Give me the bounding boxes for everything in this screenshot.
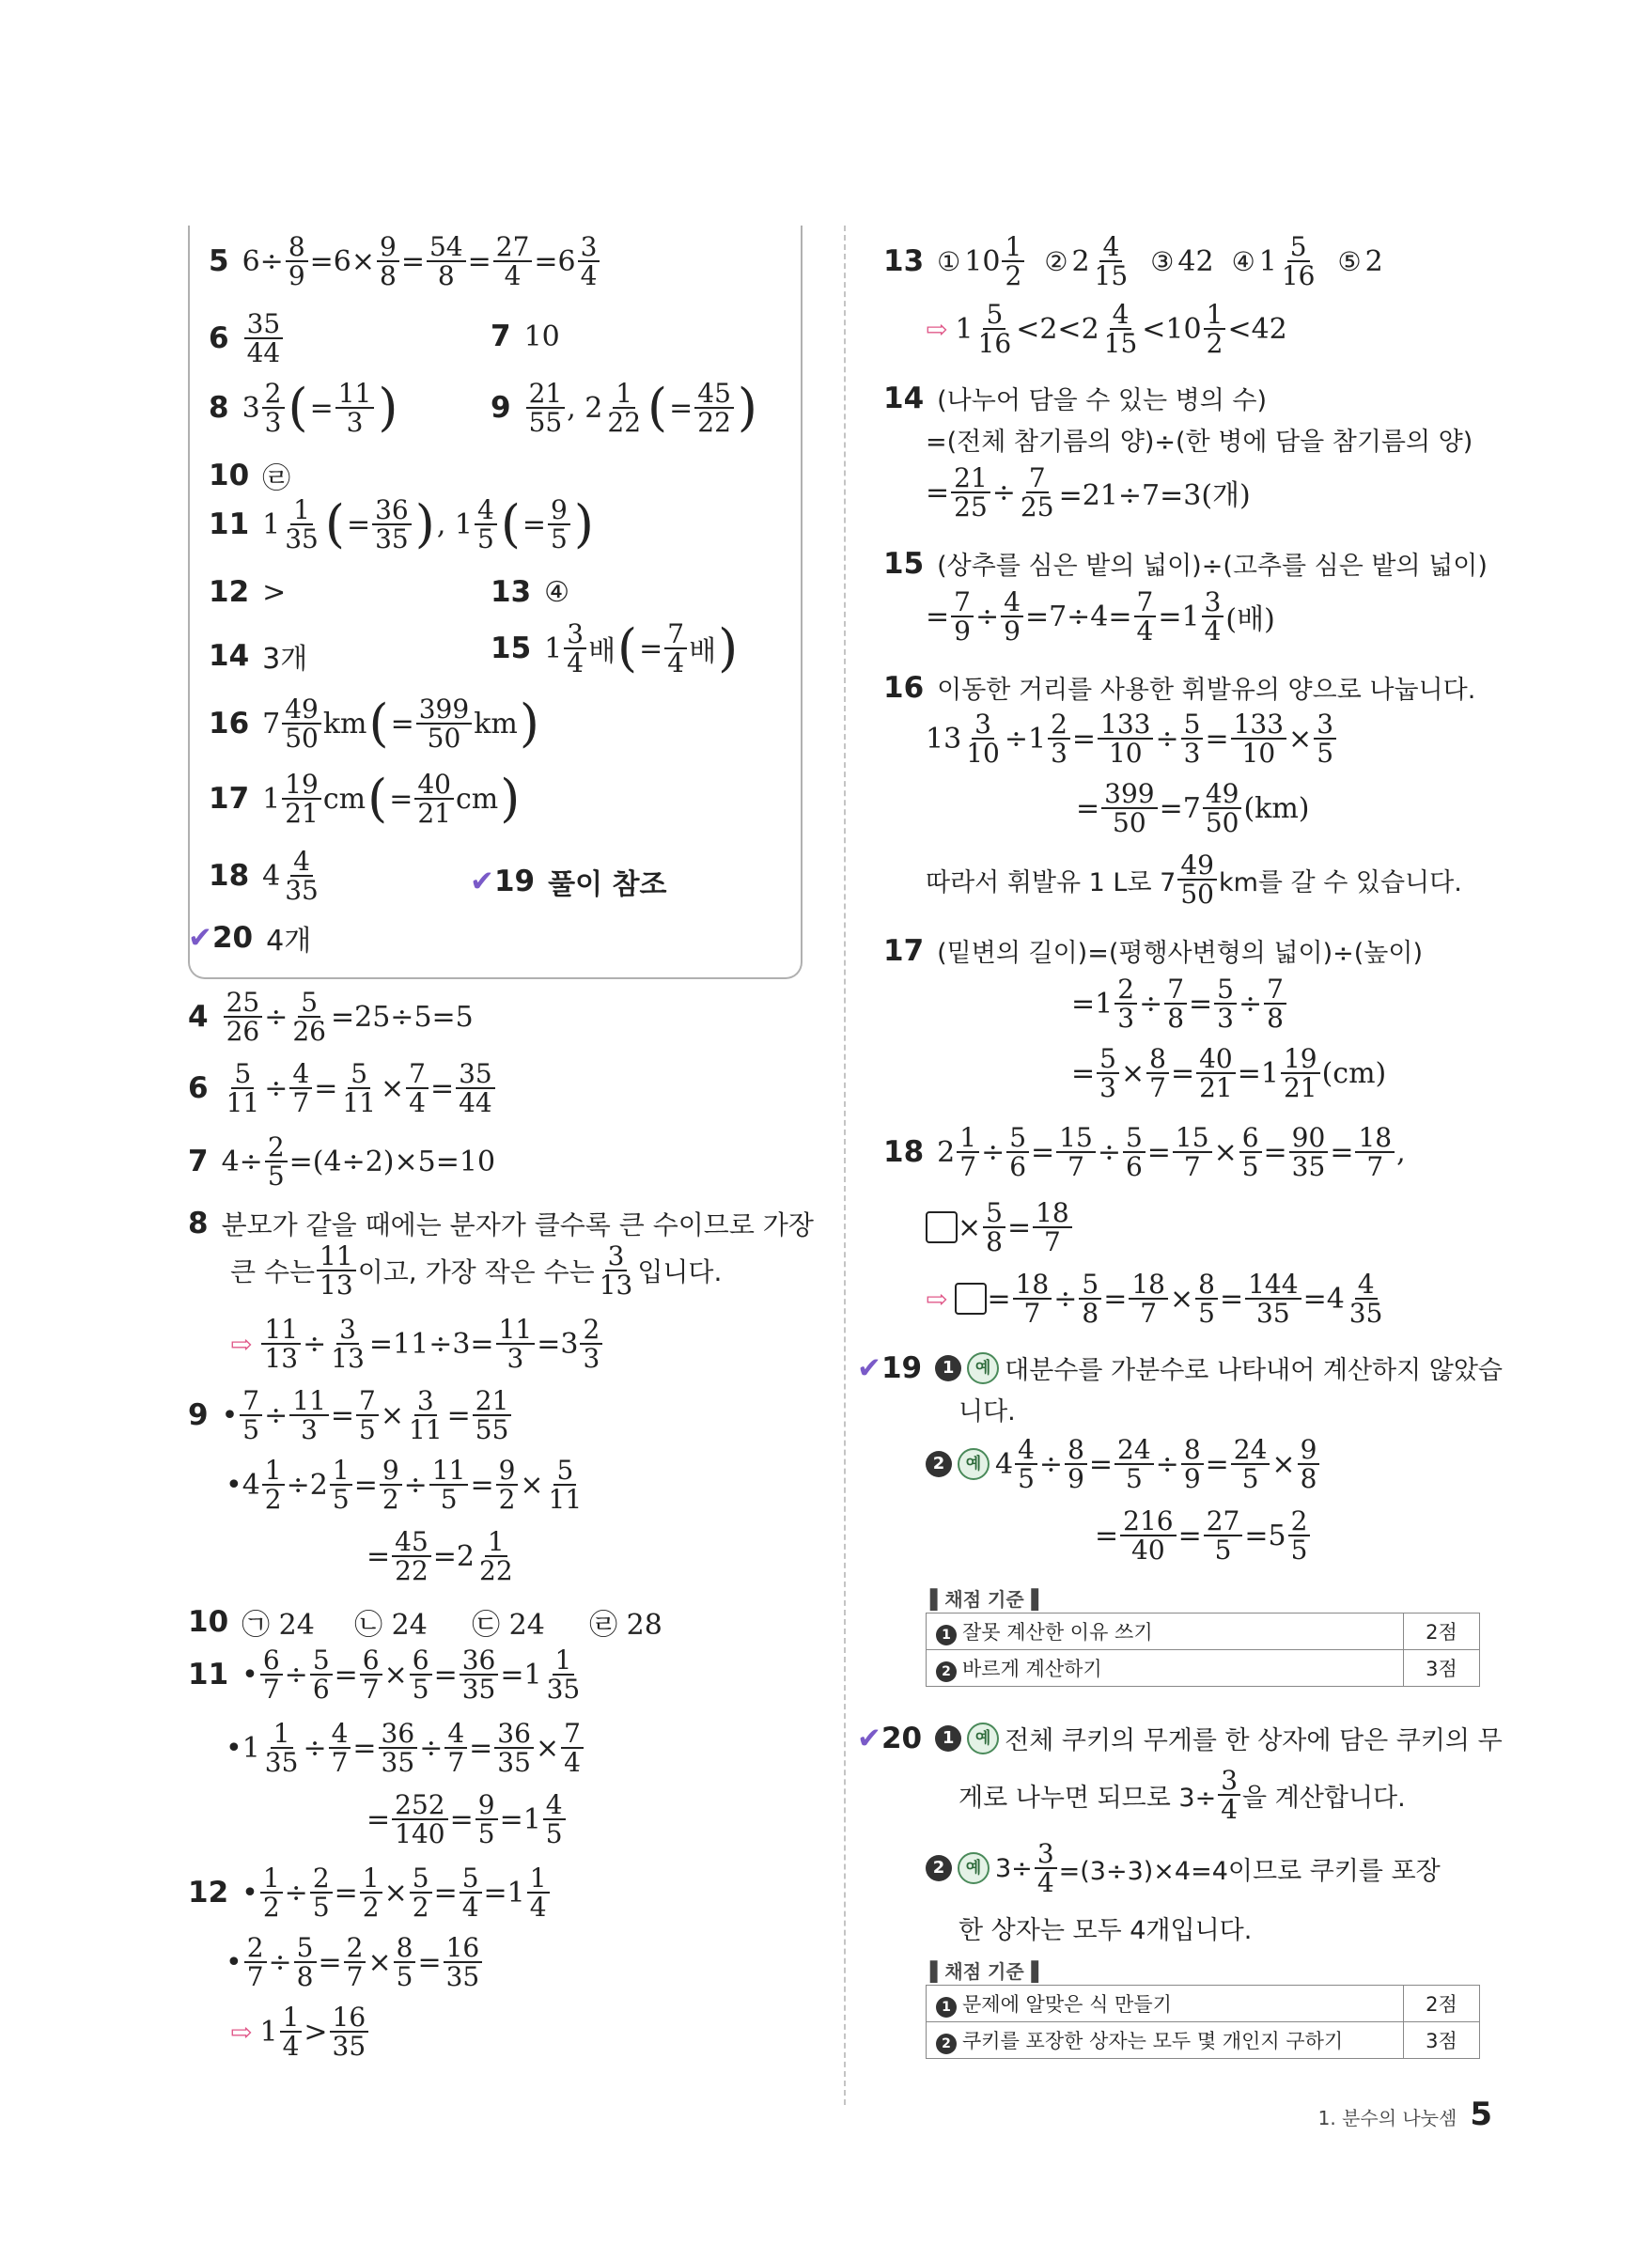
solution-text: 게로 나누면 되므로 3÷ — [958, 1783, 1217, 1813]
answer-value: ④ — [544, 575, 570, 609]
answer-5: 5 6÷ $\frac{8}{9}$ =6× $\frac{9}{8}$ = $\frac{54}{8}$ = $\frac{27}{4}$ =6 $\frac{3}{4}$ — [209, 233, 601, 290]
step-1-icon: 1 — [935, 1725, 961, 1752]
page-number: 5 — [1470, 2096, 1492, 2133]
points: 2점 — [1404, 1986, 1480, 2022]
solution-13-result: ⇨ 1 $\frac{5}{16}$ <2<2 $\frac{4}{15}$ <10 $\frac{1}{2}$ <42 — [926, 299, 1287, 360]
solution-text: =25÷5=5 — [331, 1000, 474, 1034]
solution-16-line-1 — [883, 669, 1475, 706]
answer-12 — [209, 575, 286, 609]
example-badge: 예 — [967, 1723, 999, 1754]
points: 3점 — [1404, 2022, 1480, 2059]
solution-11-c: = $\frac{252}{140}$ = $\frac{9}{5}$ =1 $\frac{4}{5}$ — [366, 1791, 568, 1848]
solution-number: 12 — [188, 1876, 229, 1910]
grading-row: 2 쿠키를 포장한 상자는 모두 몇 개인지 구하기 3점 — [927, 2022, 1480, 2059]
answer-20 — [188, 917, 311, 959]
solution-15-line-2: = $\frac{7}{9}$ ÷ $\frac{4}{9}$ =7÷4= $\frac{7}{4}$ =1 $\frac{3}{4}$ (배) — [926, 586, 1275, 647]
answer-number: 18 — [209, 859, 250, 894]
solution-item: ㉠ 24 — [242, 1609, 315, 1642]
answer-9: 9 $\frac{21}{55}$ , 2 $\frac{1}{22}$ ( = $\frac{45}{22}$ ) — [491, 378, 757, 439]
solution-text: =(3÷3)×4=4이므로 쿠키를 포장 — [1058, 1856, 1441, 1886]
solution-number: 19 — [881, 1350, 923, 1385]
answer-7 — [491, 320, 560, 353]
answer-value: ㉣ — [262, 462, 291, 495]
grading-row: 1 잘못 계산한 이유 쓰기 2점 — [927, 1614, 1480, 1650]
solution-8-line-1 — [188, 1205, 814, 1242]
solution-text: 4÷ — [221, 1145, 263, 1178]
answer-number: 13 — [491, 575, 532, 609]
solution-16-line-3: = $\frac{399}{50}$ =7 $\frac{49}{50}$ (km) — [1076, 778, 1310, 839]
step-2-icon: 2 — [926, 1451, 952, 1477]
solution-text: 큰 수는 — [230, 1256, 316, 1288]
solution-item: ㉡ 24 — [354, 1609, 428, 1642]
answer-17: 17 1 $\frac{19}{21}$ cm ( = $\frac{40}{21}$ cm ) — [209, 769, 521, 830]
blank-box — [955, 1283, 987, 1315]
answer-number: 11 — [209, 507, 250, 542]
answer-value: 3개 — [262, 643, 308, 676]
example-badge: 예 — [958, 1448, 990, 1480]
solution-text: (나누어 담을 수 있는 병의 수) — [937, 386, 1268, 415]
solution-4: 4 $\frac{25}{26}$ ÷ $\frac{5}{26}$ =25÷5=5 — [188, 987, 474, 1048]
solution-text: 전체 쿠키의 무게를 한 상자에 담은 쿠키의 무 — [1005, 1726, 1503, 1755]
solution-number: 20 — [881, 1721, 923, 1755]
step-1-icon: 1 — [935, 1355, 961, 1381]
solution-14-line-3: = $\frac{21}{25}$ ÷ $\frac{7}{25}$ =21÷7=3(개) — [926, 462, 1251, 523]
solution-15-line-1 — [883, 545, 1488, 582]
solution-17-line-1 — [883, 932, 1423, 969]
unit-label: (cm) — [1321, 1056, 1387, 1090]
answer-number: 9 — [491, 391, 511, 426]
answer-number: 10 — [209, 459, 250, 492]
solution-20-line-3: 2 예 3÷ $\frac{3}{4}$ =(3÷3)×4=4이므로 쿠키를 포장 — [926, 1840, 1441, 1897]
grading-criteria-title: ▌채점 기준▐ — [930, 1960, 1039, 1983]
answer-value: 10 — [523, 320, 560, 353]
solution-20-line-2: 게로 나누면 되므로 3÷ $\frac{3}{4}$ 을 계산합니다. — [958, 1765, 1406, 1826]
solution-18-line-2: × $\frac{5}{8}$ = $\frac{18}{7}$ — [926, 1199, 1074, 1256]
criterion: 바르게 계산하기 — [962, 1658, 1102, 1680]
answer-14 — [209, 635, 307, 677]
solution-16-line-4: 따라서 휘발유 1 L로 7 $\frac{49}{50}$ km를 갈 수 있습니다. — [926, 850, 1462, 911]
solution-17-line-3: = $\frac{5}{3}$ × $\frac{8}{7}$ = $\frac{40}{21}$ =1 $\frac{19}{21}$ (cm) — [1071, 1043, 1387, 1104]
answer-19 — [470, 861, 667, 902]
grading-criteria-title: ▌채점 기준▐ — [930, 1588, 1039, 1611]
solution-number: 13 — [883, 244, 925, 279]
answer-number: 12 — [209, 575, 250, 609]
answer-number: 15 — [491, 631, 532, 666]
solution-text: 따라서 휘발유 1 L로 7 — [926, 867, 1177, 897]
solution-10 — [188, 1601, 662, 1643]
arrow-icon: ⇨ — [926, 1283, 948, 1315]
arrow-icon: ⇨ — [926, 313, 948, 345]
solution-text: 한 상자는 모두 4개입니다. — [958, 1916, 1253, 1945]
solution-17-line-2: =1 $\frac{2}{3}$ ÷ $\frac{7}{8}$ = $\frac{5}{3}$ ÷ $\frac{7}{8}$ — [1071, 975, 1288, 1033]
numerator: 35 — [244, 310, 284, 339]
solution-19-line-3: 2 예 4 $\frac{4}{5}$ ÷ $\frac{8}{9}$ = $\frac{24}{5}$ ÷ $\frac{8}{9}$ = $\frac{24}{5}$ × $\frac{9}{8}$ — [926, 1436, 1321, 1493]
solution-text: =21÷7=3(개) — [1058, 479, 1251, 513]
grading-row: 1 문제에 알맞은 식 만들기 2점 — [927, 1986, 1480, 2022]
solution-text: (상추를 심은 밭의 넓이)÷(고추를 심은 밭의 넓이) — [937, 552, 1488, 581]
answer-6 — [209, 310, 285, 367]
answer-number: 6 — [209, 321, 229, 356]
solution-14-line-2 — [926, 421, 1473, 458]
solution-9-b: •4 $\frac{1}{2}$ ÷2 $\frac{1}{5}$ = $\frac{9}{2}$ ÷ $\frac{11}{5}$ = $\frac{9}{2}$ × $\frac{5}{11}$ — [226, 1455, 583, 1516]
denominator: 44 — [246, 337, 281, 369]
solution-6: 6 $\frac{5}{11}$ ÷ $\frac{4}{7}$ = $\frac{5}{11}$ × $\frac{7}{4}$ = $\frac{35}{44}$ — [188, 1060, 497, 1117]
blank-box — [926, 1211, 958, 1243]
solution-text: km를 갈 수 있습니다. — [1218, 867, 1462, 897]
solution-20-line-4 — [958, 1910, 1252, 1946]
arrow-icon: ⇨ — [230, 1328, 253, 1360]
answer-number: 8 — [209, 391, 229, 426]
example-badge: 예 — [958, 1852, 990, 1884]
solution-20-line-1 — [857, 1720, 1503, 1756]
solution-number: 4 — [188, 1000, 209, 1035]
solution-text: =(전체 참기름의 양)÷(한 병에 담을 참기름의 양) — [926, 428, 1473, 457]
solution-text: 대분수를 가분수로 나타내어 계산하지 않았습 — [1005, 1356, 1504, 1385]
answer-number: 7 — [491, 320, 511, 353]
example-badge: 예 — [967, 1352, 999, 1384]
solution-number: 10 — [188, 1605, 229, 1639]
check-icon: ✔ — [470, 865, 494, 898]
answer-number: 20 — [211, 921, 254, 955]
solution-item: ㉢ 24 — [472, 1609, 545, 1642]
solution-number: 7 — [188, 1145, 209, 1179]
solution-number: 6 — [188, 1071, 209, 1106]
solution-text: 이고, 가장 작은 수는 — [357, 1256, 595, 1288]
solution-11-a: 11 • $\frac{6}{7}$ ÷ $\frac{5}{6}$ = $\frac{6}{7}$ × $\frac{6}{5}$ = $\frac{36}{35}$ =1 $\frac{1}{35}$ — [188, 1645, 581, 1706]
solution-text: (밑변의 길이)=(평행사변형의 넓이)÷(높이) — [937, 939, 1423, 968]
solution-8-result: ⇨ $\frac{11}{13}$ ÷ $\frac{3}{13}$ =11÷3= $\frac{11}{3}$ =3 $\frac{2}{3}$ — [230, 1316, 604, 1373]
solution-11-b: •1 $\frac{1}{35}$ ÷ $\frac{4}{7}$ = $\frac{36}{35}$ ÷ $\frac{4}{7}$ = $\frac{36}{35}$ × $\frac{7}{4}$ — [226, 1720, 585, 1777]
solution-text: 니다. — [958, 1397, 1016, 1427]
solution-number: 9 — [188, 1398, 209, 1433]
chapter-label: 1. 분수의 나눗셈 — [1317, 2107, 1457, 2129]
solution-number: 15 — [883, 546, 925, 581]
solution-number: 18 — [883, 1135, 925, 1170]
solution-12-b: • $\frac{2}{7}$ ÷ $\frac{5}{8}$ = $\frac{2}{7}$ × $\frac{8}{5}$ = $\frac{16}{35}$ — [226, 1934, 484, 1991]
criterion: 쿠키를 포장한 상자는 모두 몇 개인지 구하기 — [962, 2030, 1344, 2052]
solution-9-c: = $\frac{45}{22}$ =2 $\frac{1}{22}$ — [366, 1526, 513, 1587]
solution-number: 11 — [188, 1658, 229, 1692]
answer-number: 19 — [493, 865, 536, 898]
solution-text: 입니다. — [637, 1256, 723, 1288]
solution-7: 7 4÷ $\frac{2}{5}$ =(4÷2)×5=10 — [188, 1131, 496, 1193]
answer-16: 16 7 $\frac{49}{50}$ km ( = $\frac{399}{50}$ km ) — [209, 694, 539, 755]
answer-18: 18 4 $\frac{4}{35}$ — [209, 846, 319, 907]
check-icon: ✔ — [188, 921, 212, 955]
points: 3점 — [1404, 1650, 1480, 1687]
answer-10 — [209, 455, 290, 496]
solution-text: 을 계산합니다. — [1242, 1783, 1406, 1813]
grading-table — [926, 1613, 1480, 1687]
solution-text: 분모가 같을 때에는 분자가 클수록 큰 수이므로 가장 — [221, 1209, 814, 1240]
solution-13: 13 ① 10 $\frac{1}{2}$ ② 2 $\frac{4}{15}$ ③ 42 ④ 1 $\frac{5}{16}$ ⑤ 2 — [883, 231, 1383, 292]
answer-8: 8 3 $\frac{2}{3}$ ( = $\frac{11}{3}$ ) — [209, 378, 398, 439]
grading-table — [926, 1985, 1480, 2059]
solution-19-line-1 — [857, 1349, 1503, 1386]
solution-18-line-1: 18 2 $\frac{1}{7}$ ÷ $\frac{5}{6}$ = $\frac{15}{7}$ ÷ $\frac{5}{6}$ = $\frac{15}{7}$ × $\frac{6}{5}$ = $\frac{90}{35}$ = $\frac{18}{7}$ , — [883, 1122, 1406, 1183]
solution-14-line-1 — [883, 380, 1267, 416]
solution-16-line-2: 13 $\frac{3}{10}$ ÷1 $\frac{2}{3}$ = $\frac{133}{10}$ ÷ $\frac{5}{3}$ = $\frac{133}{10}$ × $\frac{3}{5}$ — [926, 710, 1338, 768]
solution-number: 14 — [883, 381, 925, 415]
criterion: 잘못 계산한 이유 쓰기 — [962, 1621, 1153, 1644]
answer-number: 16 — [209, 707, 250, 741]
answer-value: 풀이 참조 — [548, 868, 667, 901]
solution-19-line-2 — [958, 1391, 1016, 1427]
solution-18-line-3: ⇨ = $\frac{18}{7}$ ÷ $\frac{5}{8}$ = $\frac{18}{7}$ × $\frac{8}{5}$ = $\frac{144}{35}$ =4 $\frac{4}{35}$ — [926, 1269, 1383, 1330]
solution-number: 16 — [883, 670, 925, 705]
answer-number: 14 — [209, 639, 250, 673]
solution-9-a: 9 • $\frac{7}{5}$ ÷ $\frac{11}{3}$ = $\frac{7}{5}$ × $\frac{3}{11}$ = $\frac{21}{55}$ — [188, 1387, 513, 1444]
criterion: 문제에 알맞은 식 만들기 — [962, 1993, 1172, 2016]
page-footer — [1318, 2096, 1492, 2133]
answer-11: 11 1 $\frac{1}{35}$ ( = $\frac{36}{35}$ ) , 1 $\frac{4}{5}$ ( = $\frac{9}{5}$ ) — [209, 494, 594, 555]
grading-row: 2 바르게 계산하기 3점 — [927, 1650, 1480, 1687]
answer-value: 4개 — [266, 925, 312, 958]
answer-number: 17 — [209, 782, 250, 817]
check-icon: ✔ — [857, 1350, 881, 1385]
points: 2점 — [1404, 1614, 1480, 1650]
solution-19-line-4: = $\frac{216}{40}$ = $\frac{27}{5}$ =5 $\frac{2}{5}$ — [1095, 1507, 1312, 1565]
answer-15: 15 1 $\frac{3}{4}$ 배 ( = $\frac{7}{4}$ 배 ) — [491, 618, 739, 679]
unit-label: (km) — [1243, 791, 1310, 825]
step-2-icon: 2 — [926, 1855, 952, 1881]
arrow-icon: ⇨ — [230, 2016, 253, 2048]
check-icon: ✔ — [857, 1721, 881, 1755]
solution-8-line-2: 큰 수는 $\frac{11}{13}$ 이고, 가장 작은 수는 $\frac{3}{13}$ 입니다. — [230, 1240, 723, 1302]
solution-item: ㉣ 28 — [589, 1609, 662, 1642]
solution-12-a: 12 • $\frac{1}{2}$ ÷ $\frac{2}{5}$ = $\frac{1}{2}$ × $\frac{5}{2}$ = $\frac{5}{4}$ =1 $\frac{1}{4}$ — [188, 1864, 552, 1922]
solution-text: =(4÷2)×5=10 — [288, 1145, 496, 1178]
answer-number: 5 — [209, 244, 229, 279]
answer-value: > — [262, 575, 287, 609]
answer-13 — [491, 575, 569, 609]
solution-number: 17 — [883, 933, 925, 968]
solution-number: 8 — [188, 1207, 209, 1240]
solution-text: 이동한 거리를 사용한 휘발유의 양으로 나눕니다. — [937, 676, 1476, 705]
column-divider — [844, 226, 846, 2105]
solution-12-c: ⇨ 1 $\frac{1}{4}$ > $\frac{16}{35}$ — [230, 2003, 370, 2061]
unit-label: (배) — [1225, 603, 1275, 637]
